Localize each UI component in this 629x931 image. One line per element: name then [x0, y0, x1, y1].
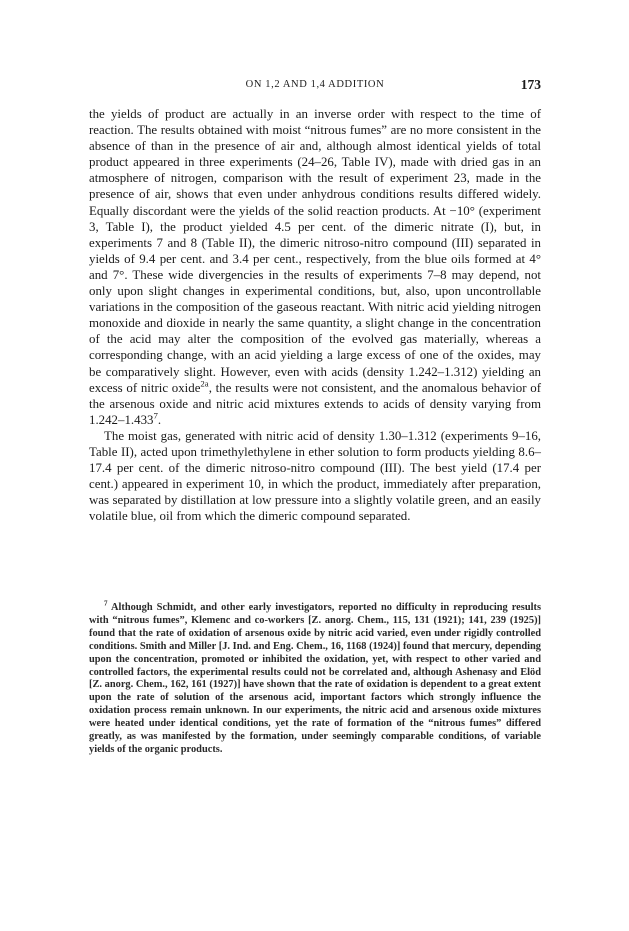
body-text — [89, 106, 541, 524]
body-paragraph — [89, 106, 541, 428]
footnote-paragraph — [89, 599, 541, 757]
paragraph-text: , the results were not consistent, and the anomalous behavior of the arsenous oxide and nitric acid mixtures extends to acids of density varying from 1.242–1.433 — [89, 380, 541, 427]
running-title: ON 1,2 AND 1,4 ADDITION — [245, 79, 385, 90]
page-number: 173 — [520, 77, 541, 92]
footnote-text: Although Schmidt, and other early investigators, reported no difficulty in reproducing results with “nitrous fumes”, Klemenc and co-workers [Z. anorg. Chem., 115, 131 (1921); 141, 239 (1925)] found that the rate of oxidation of arsenous oxide by nitric acid varied, even under rigidly controlled conditions. Smith and Miller [J. Ind. and Eng. Chem., 16, 1168 (1924)] found that mercury, depending upon the concentration, promoted or inhibited the oxidation, yet, with respect to other varied and controlled factors, the experimental results could not be correlated and, although Ashenasy and Elöd [Z. anorg. Chem., 162, 161 (1927)] have shown that the rate of oxidation is dependent to a great extent upon the rate of solution of the arsenous acid, important factors which strongly influence the oxidation process remain unknown. In our experiments, the nitric acid and arsenous oxide mixtures were heated under identical conditions, yet the rate of formation of the “nitrous fumes” differed greatly, as was manifested by the formation, under seemingly comparable conditions, of variable yields of the organic products. — [89, 602, 541, 755]
body-paragraph: The moist gas, generated with nitric acid of density 1.30–1.312 (experiments 9–16, Table II), acted upon trimethylethylene in ether solution to form products yielding 8.6–17.4 per cent. of the dimeric nitroso-nitro compound (III). The best yield (17.4 per cent.) appeared in experiment 10, in which the product, immediately after preparation, was separated by distillation at low pressure into a slightly volatile green, and an easily volatile blue, oil from which the dimeric compound separated. — [89, 428, 541, 524]
footnote-marker: 7 — [104, 599, 108, 608]
running-head — [89, 77, 541, 93]
footnote-reference: 2a — [200, 378, 209, 389]
paragraph-text: . — [157, 412, 162, 427]
paragraph-text: the yields of product are actually in an inverse order with respect to the time of reaction. The results obtained with moist “nitrous fumes” are no more consistent in the absence of than in the presence of air and, although almost identical yields of total product appeared in three experiments (24–26, Table IV), made with dried gas in an atmosphere of nitrogen, comparison with the result of experiment 23, made in the presence of air, shows that even under anhydrous conditions results differed widely. Equally discordant were the yields of the solid reaction products. At −10° (experiment 3, Table I), the product yielded 4.5 per cent. of the dimeric nitrate (I), but, in experiments 7 and 8 (Table II), the dimeric nitroso-nitro compound (III) separated in yields of 9.4 per cent. and 3.4 per cent., respectively, from the blue oils formed at 4° and 7°. These wide divergencies in the results of experiments 7–8 may depend, not only upon slight changes in experimental conditions, but, also, upon uncontrollable variations in the composition of the gaseous reactant. With nitric acid yielding nitrogen monoxide and dioxide in nearly the same quantity, a slight change in the concentration of the acid may alter the composition of the evolved gas materially, whereas a corresponding change, with an acid yielding a large excess of one of the oxides, may be comparatively slight. However, even with acids (density 1.242–1.312) yielding an excess of nitric oxide — [89, 107, 541, 395]
footnote — [89, 599, 541, 757]
footnote-reference: 7 — [153, 410, 158, 421]
